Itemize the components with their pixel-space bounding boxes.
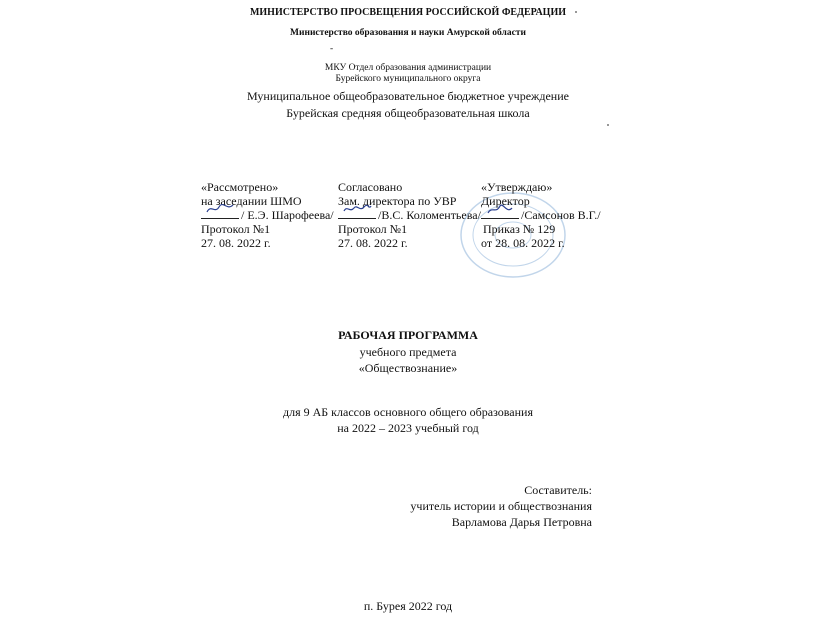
department-line1: МКУ Отдел образования администрации: [324, 63, 492, 73]
department-line2: Бурейского муниципального округа: [335, 74, 481, 84]
reviewed-title: «Рассмотрено»: [201, 180, 279, 194]
header-dash: -: [330, 44, 334, 54]
author-name: Варламова Дарья Петровна: [451, 515, 592, 529]
author-position: учитель истории и обществознания: [410, 499, 592, 513]
approval-reviewed: [201, 180, 334, 250]
approved-date: от 28. 08. 2022 г.: [481, 236, 565, 250]
reviewed-date: 27. 08. 2022 г.: [201, 236, 271, 250]
approved-signature-row: [481, 208, 601, 222]
scan-speck: [575, 11, 577, 13]
agreed-signature: /В.С. Коломентьева/: [378, 208, 481, 222]
approved-line2: Директор: [481, 194, 530, 208]
subject-name: «Обществознание»: [358, 361, 458, 375]
scan-speck: [607, 124, 609, 126]
regional-ministry: Министерство образования и науки Амурской области: [290, 28, 526, 38]
agreed-title: Согласовано: [338, 180, 403, 194]
agreed-protocol: Протокол №1: [338, 222, 408, 236]
program-year: на 2022 – 2023 учебный год: [337, 421, 479, 435]
institution-line1: Муниципальное общеобразовательное бюджетное учреждение: [247, 89, 569, 103]
ministry-title: МИНИСТЕРСТВО ПРОСВЕЩЕНИЯ РОССИЙСКОЙ ФЕДЕРАЦИИ: [249, 7, 567, 18]
approved-title: «Утверждаю»: [481, 180, 553, 194]
institution-line2: Бурейская средняя общеобразовательная школа: [286, 106, 530, 120]
reviewed-signature-row: [201, 208, 334, 222]
program-classes: для 9 АБ классов основного общего образования: [283, 405, 533, 419]
signature-icon: [481, 208, 519, 219]
reviewed-signature: / Е.Э. Шарофеева/: [241, 208, 334, 222]
agreed-date: 27. 08. 2022 г.: [338, 236, 408, 250]
approved-order: Приказ № 129: [483, 222, 556, 236]
reviewed-protocol: Протокол №1: [201, 222, 271, 236]
program-title: РАБОЧАЯ ПРОГРАММА: [338, 328, 478, 342]
footer-place-year: п. Бурея 2022 год: [363, 599, 453, 613]
subject-label: учебного предмета: [359, 345, 457, 359]
signature-icon: [338, 208, 376, 219]
agreed-line2: Зам. директора по УВР: [338, 194, 457, 208]
approval-approved: [481, 180, 601, 250]
reviewed-line2: на заседании ШМО: [201, 194, 302, 208]
author-label: Составитель:: [524, 483, 592, 497]
approved-signature: /Самсонов В.Г./: [521, 208, 601, 222]
signature-icon: [201, 208, 239, 219]
